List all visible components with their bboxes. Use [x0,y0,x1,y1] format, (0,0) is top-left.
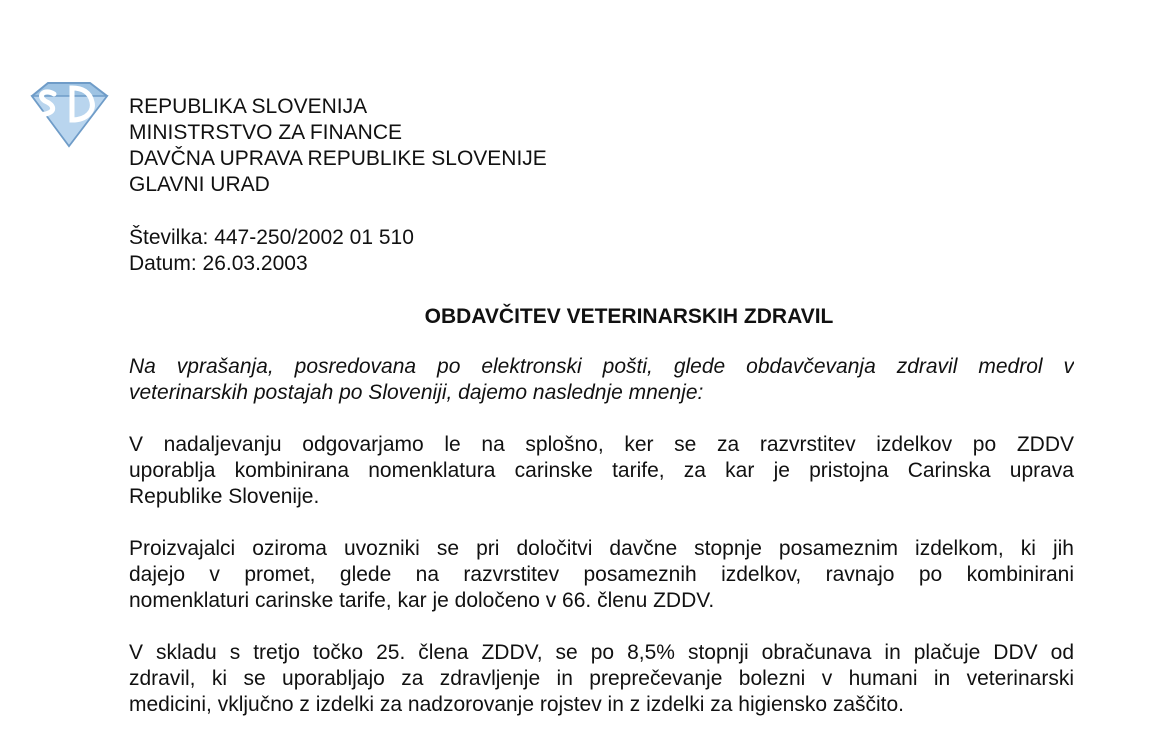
paragraph-line: Republike Slovenije. [129,485,320,508]
document-meta [129,225,414,277]
document-title: OBDAVČITEV VETERINARSKIH ZDRAVIL [424,305,834,328]
paragraph-line: veterinarskih postajah po Sloveniji, dajemo naslednje mnenje: [129,381,704,404]
header-line-republic: REPUBLIKA SLOVENIJA [129,95,368,118]
paragraph-producers [129,536,1074,614]
paragraph-line: nomenklaturi carinske tarife, kar je določeno v 66. členu ZDDV. [129,589,715,612]
paragraph-classification [129,432,1074,510]
document-number: Številka: 447-250/2002 01 510 [129,226,414,249]
document-date: Datum: 26.03.2003 [129,252,308,275]
paragraph-tax-rate [129,640,1074,718]
paragraph-line: Na vprašanja, posredovana po elektronski pošti, glede obdavčevanja zdravil medrol v [129,355,1074,378]
header-line-ministry: MINISTRSTVO ZA FINANCE [129,121,403,144]
paragraph-line: uporablja kombinirana nomenklatura carinske tarife, za kar je pristojna Carinska uprava [129,459,1074,482]
paragraph-intro [129,354,1074,406]
paragraph-line: V skladu s tretjo točko 25. člena ZDDV, se po 8,5% stopnji obračunava in plačuje DDV od [129,641,1074,664]
tax-administration-logo [28,80,110,148]
paragraph-line: V nadaljevanju odgovarjamo le na splošno, ker se za razvrstitev izdelkov po ZDDV [129,433,1074,456]
document-body [129,354,1074,743]
header-line-main-office: GLAVNI URAD [129,173,270,196]
paragraph-line: Proizvajalci oziroma uvozniki se pri določitvi davčne stopnje posameznim izdelkom, ki jih [129,537,1074,560]
paragraph-line: zdravil, ki se uporabljajo za zdravljenje in preprečevanje bolezni v humani in veterinarski [129,667,1074,690]
letterhead [129,94,547,198]
paragraph-line: medicini, vključno z izdelki za nadzorovanje rojstev in z izdelki za higiensko zaščito. [129,693,905,716]
paragraph-line: dajejo v promet, glede na razvrstitev posameznih izdelkov, ravnajo po kombinirani [129,563,1074,586]
header-line-tax-administration: DAVČNA UPRAVA REPUBLIKE SLOVENIJE [129,147,547,170]
